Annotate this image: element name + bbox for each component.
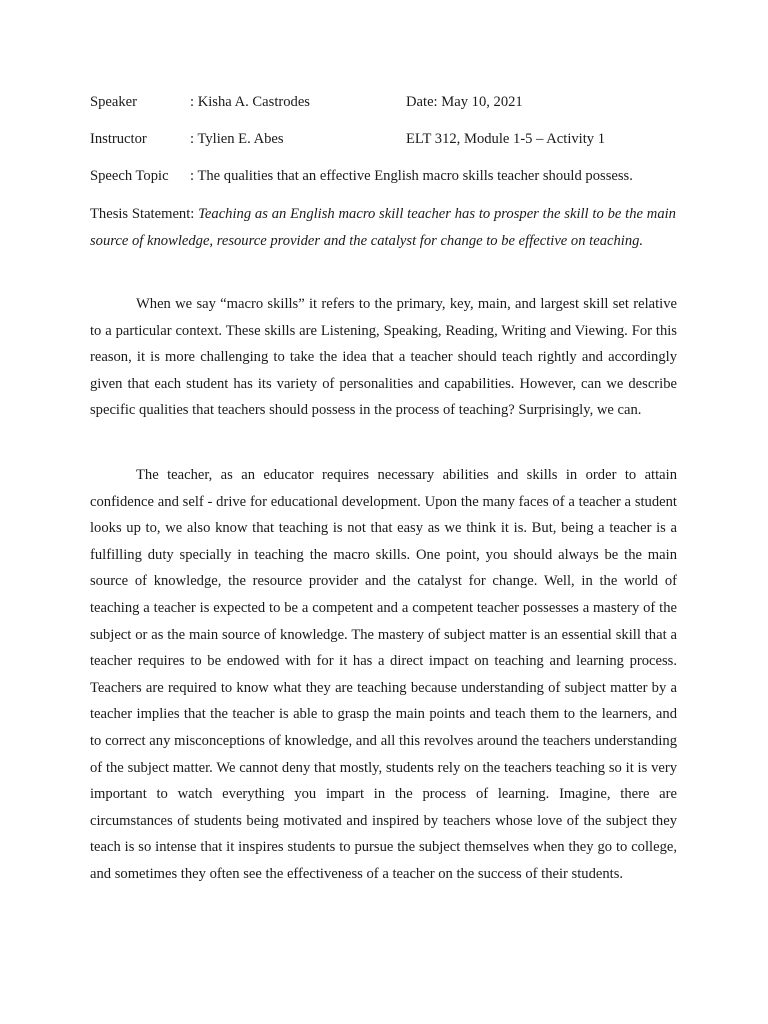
thesis-label: Thesis Statement: xyxy=(90,206,195,222)
topic-value-wrap: : The qualities that an effective English macro skills teacher should possess. xyxy=(190,168,633,184)
topic-value: The qualities that an effective English macro skills teacher should possess. xyxy=(197,168,633,184)
speaker-value: Kisha A. Castrodes xyxy=(197,94,310,110)
course-text: ELT 312, Module 1-5 – Activity 1 xyxy=(406,131,606,147)
speaker-row xyxy=(90,89,690,115)
body-paragraph-1: When we say “macro skills” it refers to the primary, key, main, and largest skill set relative to a particular context. These skills are Listening, Speaking, Reading, Writing and Viewing. For this reason, it is more challenging to take the idea that a teacher should teach rightly and accordingly given that each student has its variety of personalities and capabilities. However, can we describe specific qualities that teachers should possess in the process of teaching? Surprisingly, we can. xyxy=(90,296,677,419)
instructor-row xyxy=(90,126,690,152)
topic-label: Speech Topic xyxy=(90,168,169,184)
date-text: Date: May 10, 2021 xyxy=(406,94,523,110)
speaker-label: Speaker xyxy=(90,94,138,110)
instructor-label: Instructor xyxy=(90,131,147,147)
thesis-text: Teaching as an English macro skill teacher has to prosper the skill to be the main source of knowledge, resource provider and the catalyst for change to be effective on teaching. xyxy=(90,206,676,249)
body-paragraph-2: The teacher, as an educator requires necessary abilities and skills in order to attain confidence and self - drive for educational development. Upon the many faces of a teacher a student looks up to, we also know that teaching is not that easy as we think it is. But, being a teacher is a fulfilling duty specially in teaching the macro skills. One point, you should always be the main source of knowledge, the resource provider and the catalyst for change. Well, in the world of teaching a teacher is expected to be a competent and a competent teacher possesses a mastery of the subject or as the main source of knowledge. The mastery of subject matter is an essential skill that a teacher requires to be endowed with for it has a direct impact on teaching and learning process. Teachers are required to know what they are teaching because understanding of subject matter by a teacher implies that the teacher is able to grasp the main points and teach them to the learners, and to correct any misconceptions of knowledge, and all this revolves around the teachers understanding of the subject matter. We cannot deny that mostly, students rely on the teachers teaching so it is very important to watch everything you impart in the process of learning. Imagine, there are circumstances of students being motivated and inspired by teachers whose love of the subject they teach is so intense that it inspires students to pursue the subject themselves when they go to college, and sometimes they often see the effectiveness of a teacher on the success of their students. xyxy=(90,467,677,882)
speaker-value-wrap: : Kisha A. Castrodes xyxy=(190,94,310,110)
instructor-value-wrap: : Tylien E. Abes xyxy=(190,131,284,147)
instructor-value: Tylien E. Abes xyxy=(197,131,284,147)
thesis-statement xyxy=(90,201,676,254)
topic-row xyxy=(90,163,690,189)
